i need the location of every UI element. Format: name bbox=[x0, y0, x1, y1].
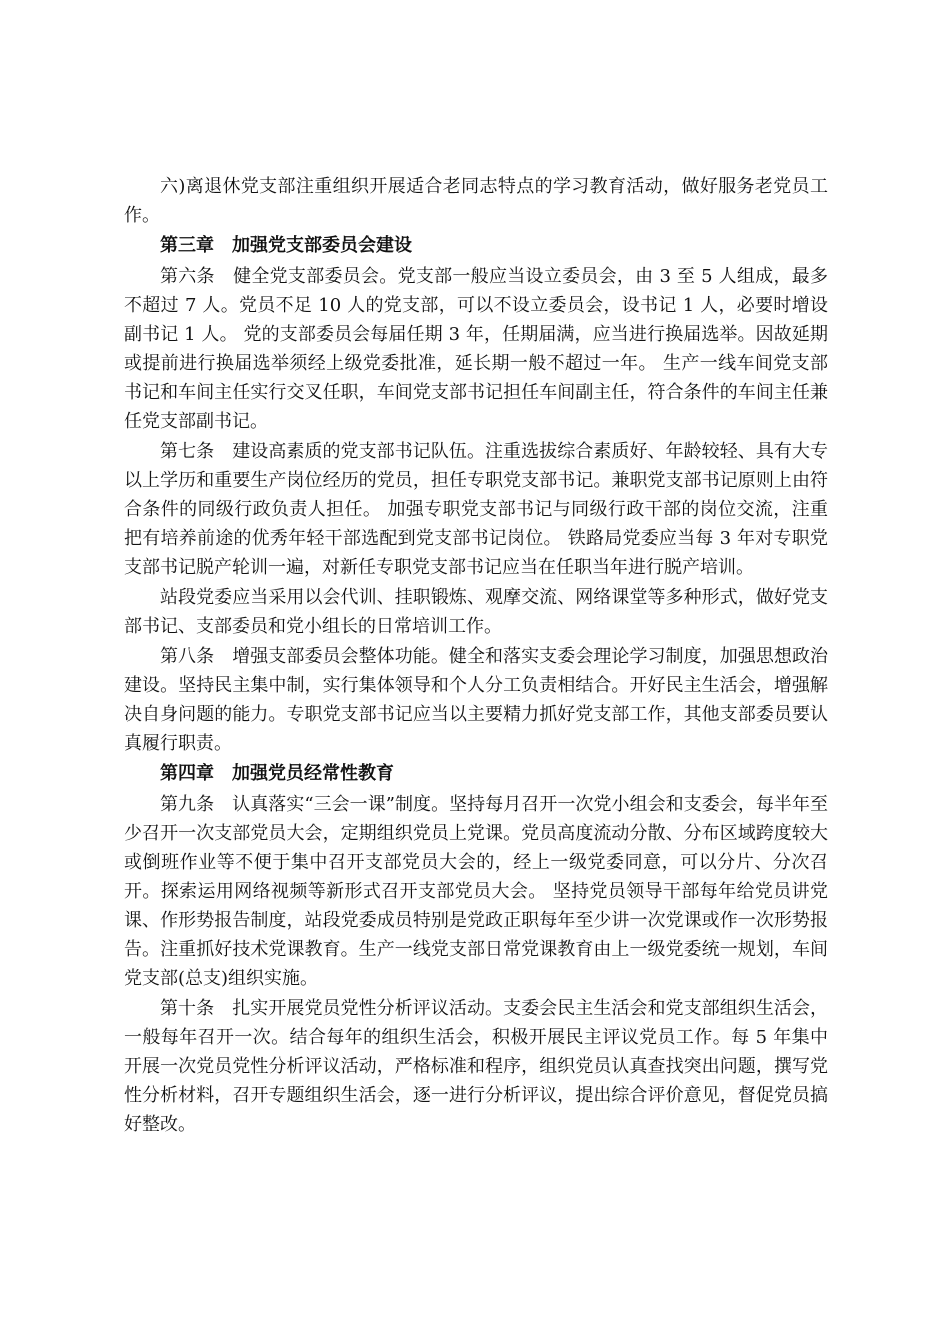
training-paragraph: 站段党委应当采用以会代训、挂职锻炼、观摩交流、网络课堂等多种形式，做好党支部书记、支部委员和党小组长的日常培训工作。 bbox=[124, 587, 828, 637]
chapter-3-heading: 第三章 加强党支部委员会建设 bbox=[160, 235, 412, 256]
document-page bbox=[124, 172, 828, 1140]
article-8-paragraph: 第八条 增强支部委员会整体功能。健全和落实支委会理论学习制度，加强思想政治建设。坚持民主集中制，实行集体领导和个人分工负责相结合。开好民主生活会，增强解决自身问题的能力。专职党支部书记应当以主要精力抓好党支部工作，其他支部委员要认真履行职责。 bbox=[124, 646, 828, 754]
chapter-4-heading: 第四章 加强党员经常性教育 bbox=[160, 763, 394, 784]
article-10-paragraph: 第十条 扎实开展党员党性分析评议活动。支委会民主生活会和党支部组织生活会，一般每年召开一次。结合每年的组织生活会，积极开展民主评议党员工作。每 5 年集中开展一次党员党性分析评议活动，严格标准和程序，组织党员认真查找突出问题，撰写党性分析材料，召开专题组织生活会，逐一进行分析评议，提出综合评价意见，督促党员搞好整改。 bbox=[124, 998, 828, 1135]
article-6-paragraph: 第六条 健全党支部委员会。党支部一般应当设立委员会，由 3 至 5 人组成，最多不超过 7 人。党员不足 10 人的党支部，可以不设立委员会，设书记 1 人，必要时增设副书记 1 人。 党的支部委员会每届任期 3 年，任期届满，应当进行换届选举。因故延期或提前进行换届选举须经上级党委批准，延长期一般不超过一年。 生产一线车间党支部书记和车间主任实行交叉任职，车间党支部书记担任车间副主任，符合条件的车间主任兼任党支部副书记。 bbox=[124, 266, 828, 432]
article-7-paragraph: 第七条 建设高素质的党支部书记队伍。注重选拔综合素质好、年龄较轻、具有大专以上学历和重要生产岗位经历的党员，担任专职党支部书记。兼职党支部书记原则上由符合条件的同级行政负责人担任。 加强专职党支部书记与同级行政干部的岗位交流，注重把有培养前途的优秀年轻干部选配到党支部书记岗位。 铁路局党委应当每 3 年对专职党支部书记脱产轮训一遍，对新任专职党支部书记应当在任职当年进行脱产培训。 bbox=[124, 441, 828, 578]
article-9-paragraph: 第九条 认真落实“三会一课”制度。坚持每月召开一次党小组会和支委会，每半年至少召开一次支部党员大会，定期组织党员上党课。党员高度流动分散、分布区域跨度较大或倒班作业等不便于集中召开支部党员大会的，经上一级党委同意，可以分片、分次召开。探索运用网络视频等新形式召开支部党员大会。 坚持党员领导干部每年给党员讲党课、作形势报告制度，站段党委成员特别是党政正职每年至少讲一次党课或作一次形势报告。注重抓好技术党课教育。生产一线党支部日常党课教育由上一级党委统一规划，车间党支部(总支)组织实施。 bbox=[124, 794, 828, 989]
paragraph-retired-branch: 六)离退休党支部注重组织开展适合老同志特点的学习教育活动，做好服务老党员工作。 bbox=[124, 176, 828, 226]
